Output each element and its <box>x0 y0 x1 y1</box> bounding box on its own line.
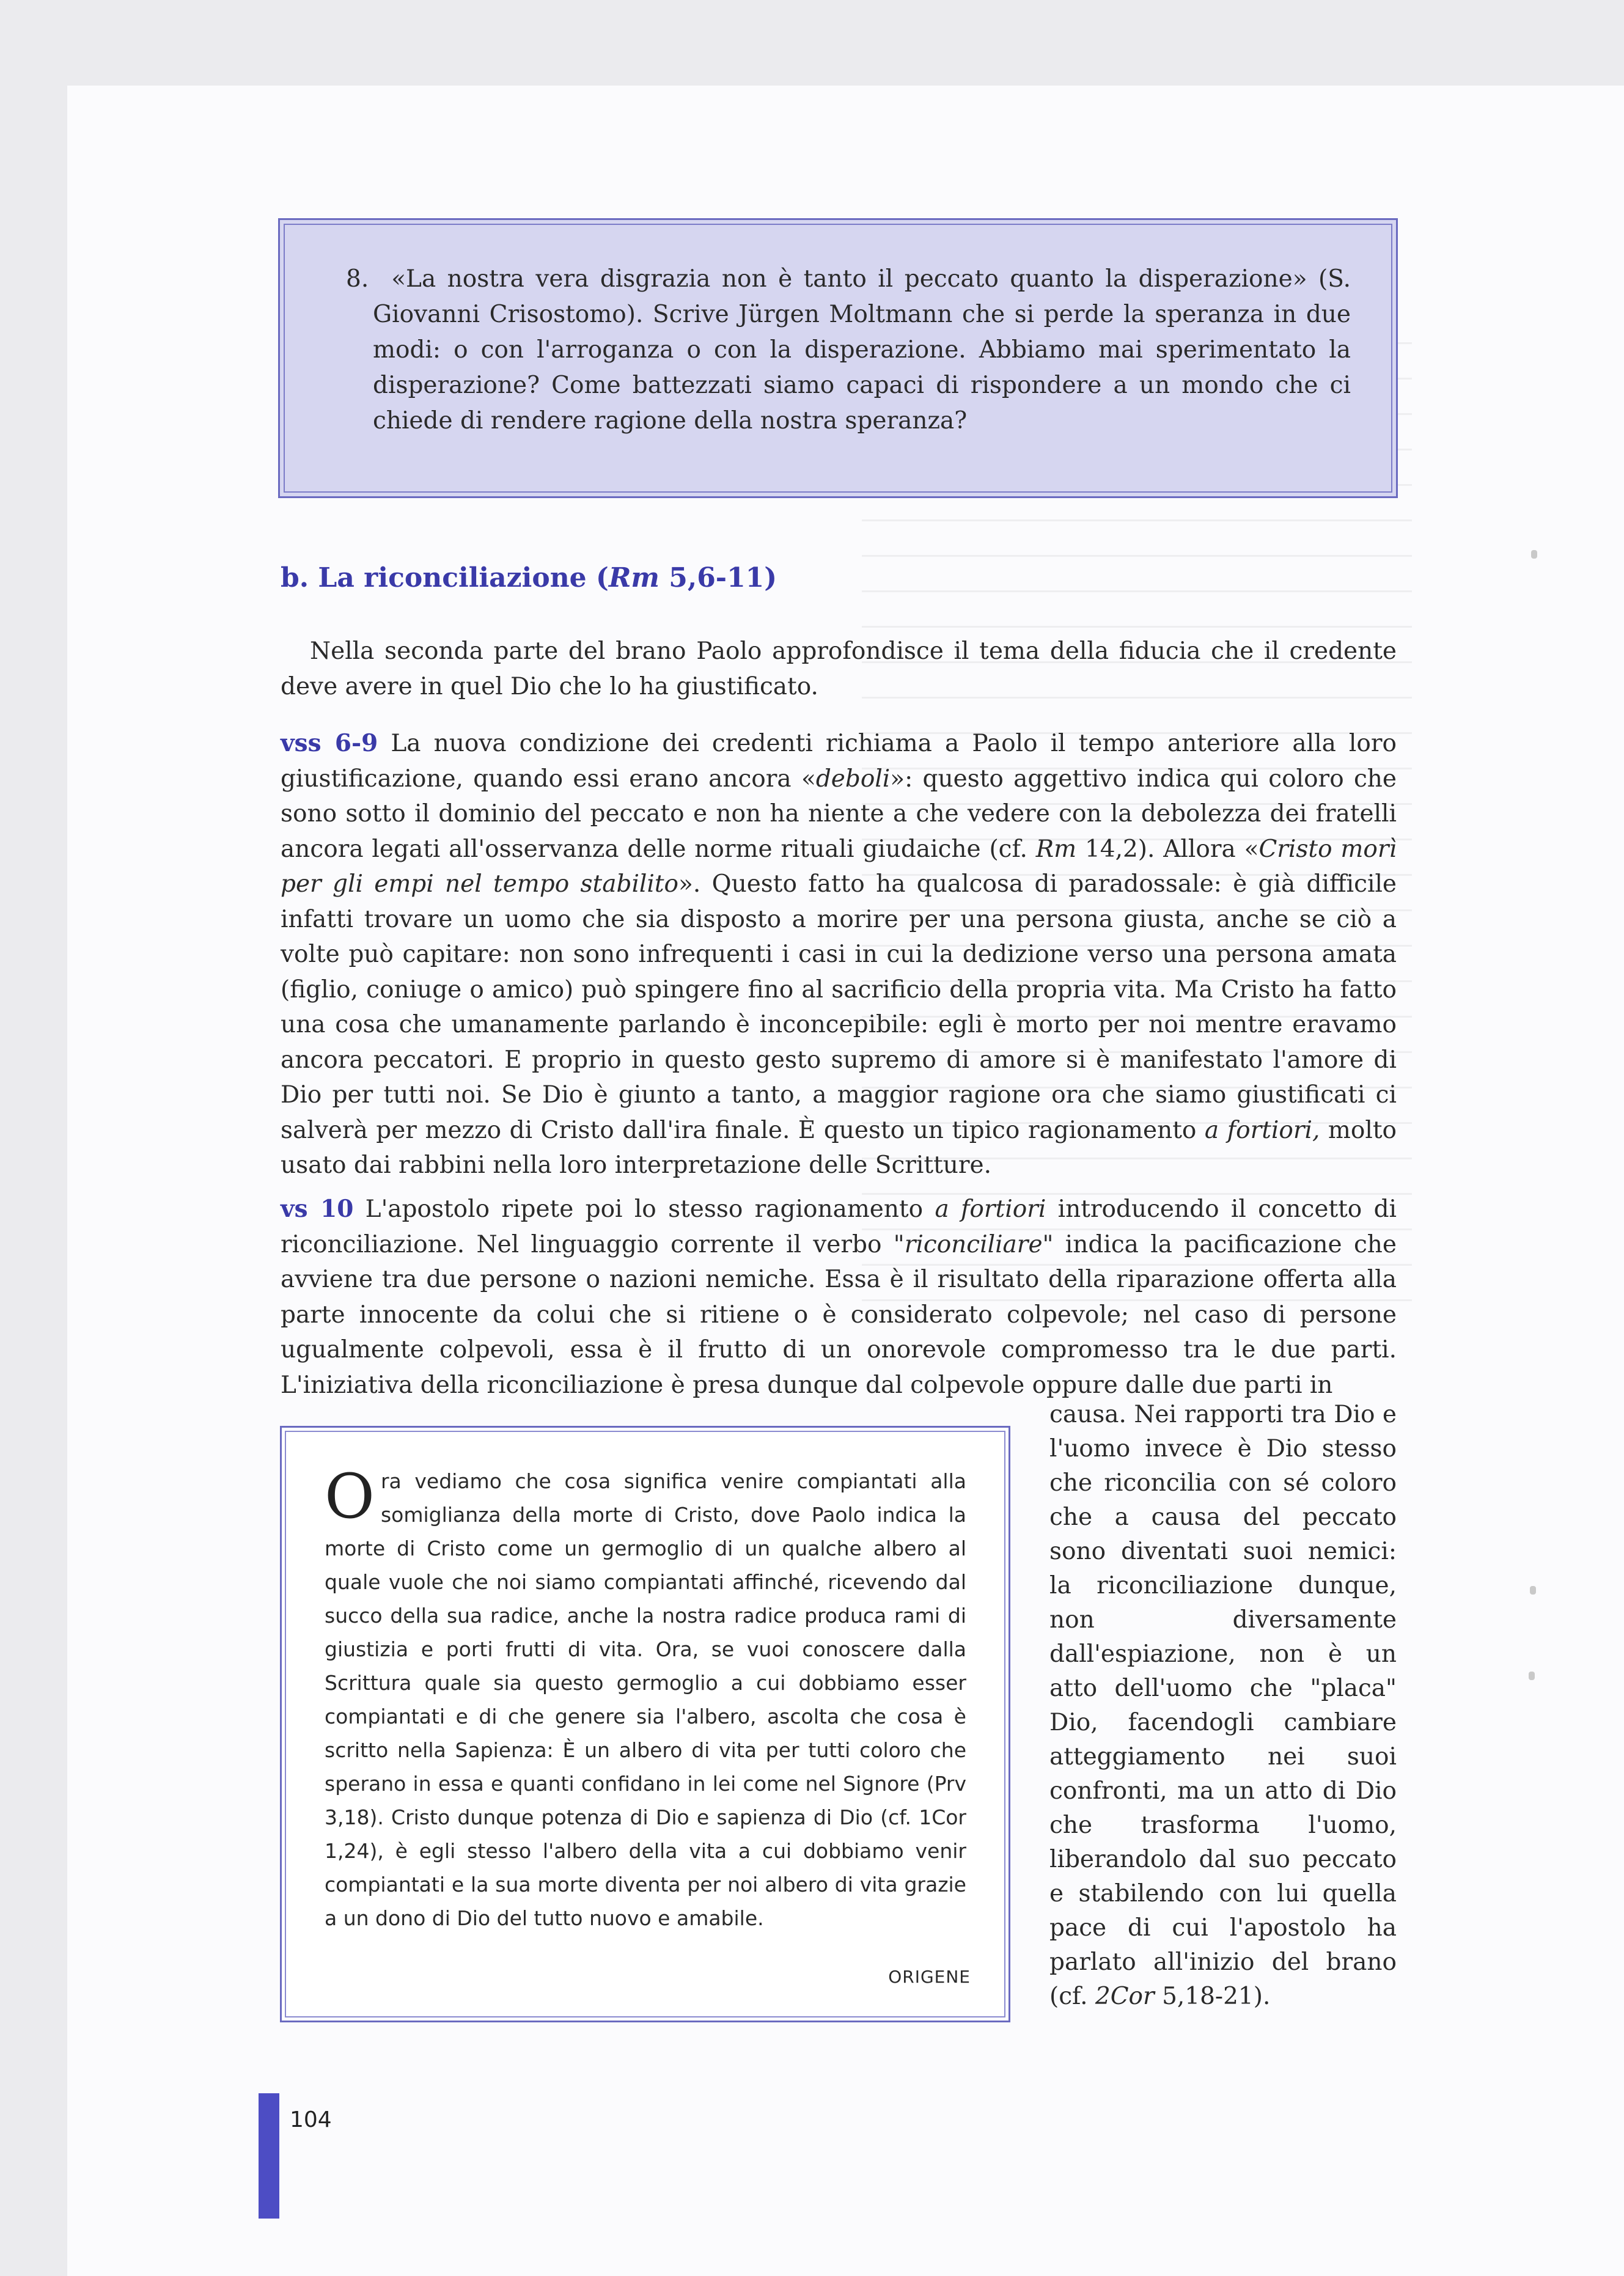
text-run-italic: a fortiori, <box>1204 1116 1320 1144</box>
text-run: introducendo il concetto di riconciliazione. Nel linguaggio corrente il verbo <box>281 1195 1397 1258</box>
question-body: «La nostra vera disgrazia non è tanto il peccato quanto la disperazione» (S. Giovanni Crisostomo). Scrive Jürgen Moltmann che si perde la speranza in due modi: o con l'arroganza o con la disperazione. Abbiamo mai sperimentato la disperazione? Come battezzati siamo capaci di rispondere a un mondo che ci chiede di rendere ragione della nostra speranza? <box>373 265 1351 435</box>
origen-quote-box <box>280 1426 1010 2022</box>
text-run-italic: deboli <box>815 765 891 793</box>
quote-author: ORIGENE <box>888 1967 971 1987</box>
reflection-question-box <box>278 218 1398 498</box>
text-run: L'apostolo ripete poi lo stesso ragionamento <box>353 1195 935 1223</box>
text-run: causa. Nei rapporti tra Dio e l'uomo invece è Dio stesso che riconcilia con sé coloro che a causa del peccato sono diventati suoi nemici: la riconciliazione dunque, non diversamente dall'espiazione, non è un atto dell'uomo che "placa" Dio, facendogli cambiare atteggiamento nei suoi confronti, ma un atto di Dio che trasforma l'uomo, liberandolo dal suo peccato e stabilendo con lui quella pace di cui l'apostolo ha parlato all'inizio del brano (cf. <box>1049 1401 1397 2010</box>
text-run-italic: Cristo morì per gli empi nel tempo stabilito <box>281 835 1397 898</box>
page-number: 104 <box>290 2107 332 2132</box>
scan-speck <box>1531 550 1537 559</box>
text-run: 14,2). Allora « <box>1076 835 1259 863</box>
drop-cap: O <box>325 1461 375 1532</box>
heading-ref-numbers: 5,6-11) <box>659 562 777 593</box>
text-run: molto usato dai rabbini nella loro interpretazione delle Scritture. <box>281 1116 1397 1179</box>
verse-label: vss 6-9 <box>281 729 378 757</box>
page-number-bar <box>259 2093 279 2219</box>
text-run-italic: a fortiori <box>935 1195 1046 1223</box>
text-run: indica la pacificazione che avviene tra due persone o nazioni nemiche. Essa è il risultato della riparazione offerta alla parte innocente da colui che si ritiene o è considerato colpevole; nel caso di persone ugualmente colpevoli, essa è il frutto di un onorevole compromesso tra le due parti. L'iniziativa della riconciliazione è presa dunque dal colpevole oppure dalle due parti in <box>281 1230 1397 1399</box>
quote-body: ra vediamo che cosa significa venire compiantati alla somiglianza della morte di Cristo, dove Paolo indica la morte di Cristo come un germoglio di un qualche albero al quale vuole che noi siamo compiantati affinché, ricevendo dal succo della sua radice, anche la nostra radice produca rami di giustizia e porti frutti di vita. Ora, se vuoi conoscere dalla Scrittura quale sia questo germoglio a cui dobbiamo esser compiantati e di che genere sia l'albero, ascolta che cosa è scritto nella Sapienza: È un albero di vita per tutti coloro che sperano in essa e quanti confidano in lei come nel Signore (Prv 3,18). Cristo dunque potenza di Dio e sapienza di Dio (cf. 1Cor 1,24), è egli stesso l'albero della vita a cui dobbiamo venir compiantati e la sua morte diventa per noi albero di vita grazie a un dono di Dio del tutto nuovo e amabile. <box>325 1469 966 1930</box>
text-run: »: questo aggettivo indica qui coloro che sono sotto il dominio del peccato e non ha niente a che vedere con la debolezza dei fratelli ancora legati all'osservanza delle norme rituali giudaiche (cf. <box>281 765 1397 863</box>
paragraph-vss-6-9 <box>281 726 1397 1183</box>
question-number: 8. <box>346 265 369 293</box>
heading-ref: Rm <box>608 562 660 593</box>
text-run: La nuova condizione dei credenti richiama a Paolo il tempo anteriore alla loro giustificazione, quando essi erano ancora « <box>281 730 1397 793</box>
text-run-italic: "riconciliare" <box>893 1230 1054 1258</box>
intro-paragraph: Nella seconda parte del brano Paolo approfondisce il tema della fiducia che il credente deve avere in quel Dio che lo ha giustificato. <box>281 637 1397 700</box>
paragraph-vs-10 <box>281 1192 1397 1403</box>
heading-text: b. La riconciliazione ( <box>281 562 609 593</box>
question-text <box>346 262 1351 439</box>
text-run: ». Questo fatto ha qualcosa di paradossale: è già difficile infatti trovare un uomo che sia disposto a morire per una persona giusta, anche se ciò a volte può capitare: non sono infrequenti i casi in cui la dedizione verso una persona amata (figlio, coniuge o amico) può spingere fino al sacrificio della propria vita. Ma Cristo ha fatto una cosa che umanamente parlando è inconcepibile: egli è morto per noi mentre eravamo ancora peccatori. E proprio in questo gesto supremo di amore si è manifestato l'amore di Dio per tutti noi. Se Dio è giunto a tanto, a maggior ragione ora che siamo giustificati ci salverà per mezzo di Cristo dall'ira finale. È questo un tipico ragionamento <box>281 870 1397 1144</box>
side-column-text <box>1049 1398 1397 2014</box>
section-heading <box>281 562 777 593</box>
origen-quote-text <box>325 1461 966 1935</box>
scan-speck <box>1530 1586 1536 1595</box>
text-run-italic: 2Cor <box>1095 1983 1155 2010</box>
verse-label: vs 10 <box>281 1195 354 1223</box>
scan-speck <box>1529 1672 1535 1680</box>
text-run: 5,18-21). <box>1154 1983 1271 2010</box>
text-run-italic: Rm <box>1035 835 1077 863</box>
